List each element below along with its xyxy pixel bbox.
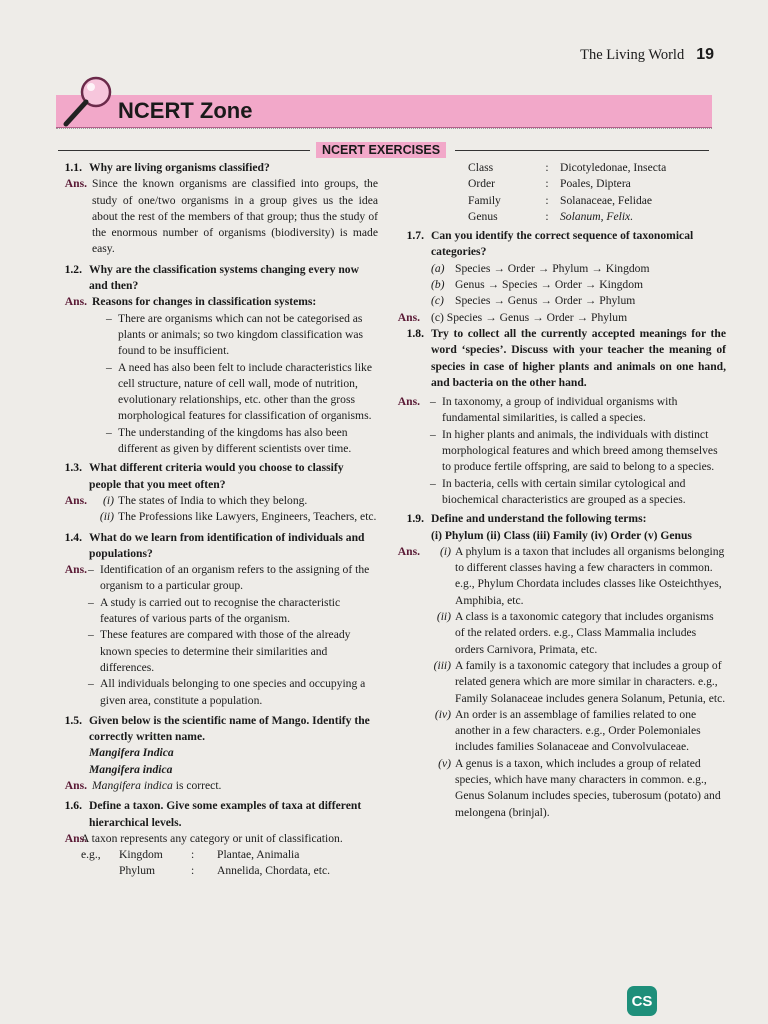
rank: Phylum	[119, 864, 156, 878]
answer-label: Ans.	[64, 563, 87, 577]
item-marker: (ii)	[99, 510, 114, 524]
question-text: Why are the classification systems changing every now and then?	[89, 262, 359, 293]
taxa-value: Poales, Diptera	[560, 177, 631, 191]
answer-label: Ans.	[64, 295, 87, 309]
item-marker: (iv)	[434, 707, 451, 721]
answer-text: is correct.	[172, 778, 222, 792]
question-1-2	[50, 262, 378, 295]
answer-body	[431, 544, 726, 821]
option-b	[431, 277, 726, 293]
answer-lead: Reasons for changes in classification systems:	[92, 295, 317, 309]
list-item	[94, 509, 378, 525]
list-item: – There are organisms which can not be categorised as plants or animals; so two kingdom classification was found to be insufficient.	[104, 311, 378, 360]
answer-label: Ans.	[64, 493, 87, 507]
item-marker: (v)	[438, 756, 451, 770]
definition-class	[431, 609, 726, 658]
question-text: Why are living organisms classified?	[89, 161, 270, 174]
list-item: – These features are compared with those of the already known species to determine their similarities and differences.	[86, 627, 378, 676]
option-marker: (b)	[431, 278, 445, 292]
taxa-row	[468, 160, 726, 176]
answer-1-3	[50, 493, 378, 526]
terms-list: (i) Phylum (ii) Class (iii) Family (iv) Order (v) Genus	[431, 528, 692, 542]
book-title: The Living World	[580, 47, 685, 63]
divider-left	[58, 150, 310, 151]
list-item: – In taxonomy, a group of individual organisms with fundamental similarities, is called a species.	[428, 394, 726, 427]
question-number: 1.3.	[64, 461, 82, 475]
question-text: What different criteria would you choose to classify people that you meet often?	[89, 461, 344, 491]
answer-label: Ans.	[64, 778, 87, 792]
separator: :	[191, 848, 195, 862]
question-1-5	[50, 713, 378, 778]
item-marker: (iii)	[433, 658, 451, 672]
item-text: A class is a taxonomic category that includes organisms of the related orders. e.g., Class Mammalia includes orders Carnivora, Primata, etc.	[455, 610, 714, 656]
list-item: – In higher plants and animals, the individuals with distinct morphological features and which breed among themselves to produce fertile offspring, are said to belong to a species.	[428, 427, 726, 476]
option-a	[431, 261, 726, 277]
right-column	[392, 160, 726, 821]
question-text: Define and understand the following terms:	[431, 512, 647, 526]
option-text: Species → Genus → Order → Phylum	[455, 294, 636, 308]
question-number: 1.5.	[64, 713, 82, 727]
definition-order	[431, 707, 726, 756]
answer-label: Ans.	[397, 395, 420, 409]
question-1-3	[50, 460, 378, 493]
taxa-value: Solanum, Felix.	[560, 209, 634, 223]
question-number: 1.9.	[406, 512, 424, 526]
answer-1-4	[50, 562, 378, 709]
answer-body	[428, 394, 726, 508]
separator: :	[545, 193, 549, 207]
list-item: – All individuals belonging to one species and occupying a given area, constitute a population.	[86, 676, 378, 709]
rank: Order	[468, 177, 496, 191]
question-text: What do we learn from identification of individuals and populations?	[89, 530, 365, 560]
separator: :	[545, 161, 549, 174]
question-text: Define a taxon. Give some examples of taxa at different hierarchical levels.	[89, 799, 362, 829]
question-number: 1.7.	[406, 229, 424, 243]
list-item: – In bacteria, cells with certain similar cytological and biochemical characteristics are grouped as a species.	[428, 476, 726, 509]
option-c	[431, 293, 726, 309]
rank: Genus	[468, 209, 498, 223]
option-marker: (a)	[431, 261, 445, 275]
item-text: A genus is a taxon, which includes a group of related species, which have many characters in common. e.g., Genus Solanum includes species, tuberosum (potato) and melongena (brinjal).	[455, 756, 721, 819]
taxa-value: Dicotyledonae, Insecta	[560, 161, 667, 174]
answer-1-9	[392, 544, 726, 821]
answer-1-6	[50, 831, 378, 880]
taxa-value: Annelida, Chordata, etc.	[217, 864, 330, 878]
answer-1-7	[392, 310, 726, 326]
answer-label: Ans.	[64, 177, 87, 191]
item-marker: (i)	[103, 493, 114, 507]
list-item: – A need has also been felt to include characteristics like cell structure, nature of cell wall, mode of nutrition, evolutionary relationships, etc. other than the gross morphological features for classification of organisms.	[104, 360, 378, 425]
answer-1-8	[392, 394, 726, 508]
answer-body	[94, 493, 378, 526]
answer-text: Since the known organisms are classified into groups, the study of one/two organisms in a group gives us the idea about the rest of the members of that group; thus the study of the enormous number of organisms (biodiversity) is made easy.	[92, 177, 378, 256]
question-1-6	[50, 798, 378, 831]
answer-1-2	[50, 294, 378, 457]
definition-genus	[431, 756, 726, 821]
answer-body	[92, 294, 378, 457]
zone-title: NCERT Zone	[118, 98, 253, 123]
question-1-4	[50, 530, 378, 563]
question-number: 1.4.	[64, 530, 82, 544]
answer-body	[92, 778, 378, 794]
answer-body	[86, 562, 378, 709]
question-text: Given below is the scientific name of Mango. Identify the correctly written name.	[89, 713, 370, 744]
options-list	[431, 261, 726, 310]
question-number: 1.8.	[406, 326, 424, 340]
item-text: The states of India to which they belong.	[118, 493, 308, 507]
left-column	[50, 160, 378, 880]
question-1-7	[392, 228, 726, 261]
list-item: – A study is carried out to recognise the characteristic features of various parts of the organism.	[86, 595, 378, 628]
separator: :	[545, 177, 549, 191]
option-1: Mangifera Indica	[89, 746, 174, 760]
running-header	[580, 46, 714, 64]
answer-body	[81, 831, 378, 880]
question-text: Try to collect all the currently accepted meanings for the word ‘species’. Discuss with your teacher the meaning of species in case of higher plants and animals on one hand, and bacteria on the other hand.	[431, 326, 726, 389]
taxa-table	[468, 160, 726, 225]
item-marker: (i)	[440, 544, 451, 558]
rank: Class	[468, 161, 494, 174]
taxa-row	[468, 193, 726, 209]
question-body	[89, 713, 378, 778]
answer-label: Ans.	[397, 544, 420, 558]
camscanner-logo: CS	[627, 986, 657, 1016]
option-text: Genus → Species → Order → Kingdom	[455, 278, 644, 292]
taxa-row	[468, 176, 726, 192]
taxa-row	[468, 209, 726, 225]
question-1-9	[392, 511, 726, 544]
rank: Kingdom	[119, 848, 163, 862]
definition-family	[431, 658, 726, 707]
taxa-row	[81, 863, 378, 879]
item-marker: (ii)	[436, 610, 451, 624]
taxa-row	[81, 847, 378, 863]
list-item: – The understanding of the kingdoms has also been different as given by different scientists over time.	[104, 425, 378, 458]
item-text: The Professions like Lawyers, Engineers, Teachers, etc.	[118, 510, 377, 524]
option-2: Mangifera indica	[89, 762, 173, 776]
question-1-1	[50, 160, 378, 176]
answer-label: Ans.	[397, 310, 420, 324]
list-item: – Identification of an organism refers to the assigning of the organism to a particular group.	[86, 562, 378, 595]
question-1-8	[392, 326, 726, 391]
option-marker: (c)	[431, 294, 444, 308]
answer-1-1	[50, 176, 378, 257]
section-label: NCERT EXERCISES	[316, 142, 446, 158]
answer-text: (c) Species → Genus → Order → Phylum	[431, 310, 628, 324]
separator: :	[545, 209, 549, 223]
separator: :	[191, 864, 195, 878]
definition-phylum	[431, 544, 726, 609]
option-text: Species → Order → Phylum → Kingdom	[455, 261, 650, 275]
rank: Family	[468, 193, 501, 207]
list-item	[94, 493, 378, 509]
item-text: An order is an assemblage of families related to one another in a few characters. e.g., Order Polemoniales includes families Solanaceae and Convolvulaceae.	[455, 707, 701, 754]
item-text: A family is a taxonomic category that includes a group of related genera which are more similar in characters. e.g., Family Solanaceae includes genera Solanum, Petunia, etc.	[455, 658, 726, 705]
divider-right	[455, 150, 709, 151]
question-body	[431, 511, 726, 544]
taxa-value: Plantae, Animalia	[217, 848, 300, 862]
question-number: 1.1.	[64, 161, 82, 174]
eg-label: e.g.,	[81, 848, 101, 862]
question-text: Can you identify the correct sequence of taxonomical categories?	[431, 229, 694, 259]
answer-1-5	[50, 778, 378, 794]
taxa-value: Solanaceae, Felidae	[560, 193, 653, 207]
question-number: 1.2.	[64, 262, 82, 276]
species-name: Mangifera indica	[92, 778, 173, 792]
dotted-divider	[56, 128, 712, 129]
page-number: 19	[696, 46, 714, 63]
question-number: 1.6.	[64, 799, 82, 813]
magnifier-icon	[60, 72, 120, 132]
item-text: A phylum is a taxon that includes all organisms belonging to different classes having a few characters in common. e.g., Phylum Chordata includes classes like Osteichthyes, Amphibia, etc.	[455, 544, 725, 607]
answer-label: Ans.	[64, 831, 87, 845]
answer-text: A taxon represents any category or unit of classification.	[81, 831, 343, 845]
